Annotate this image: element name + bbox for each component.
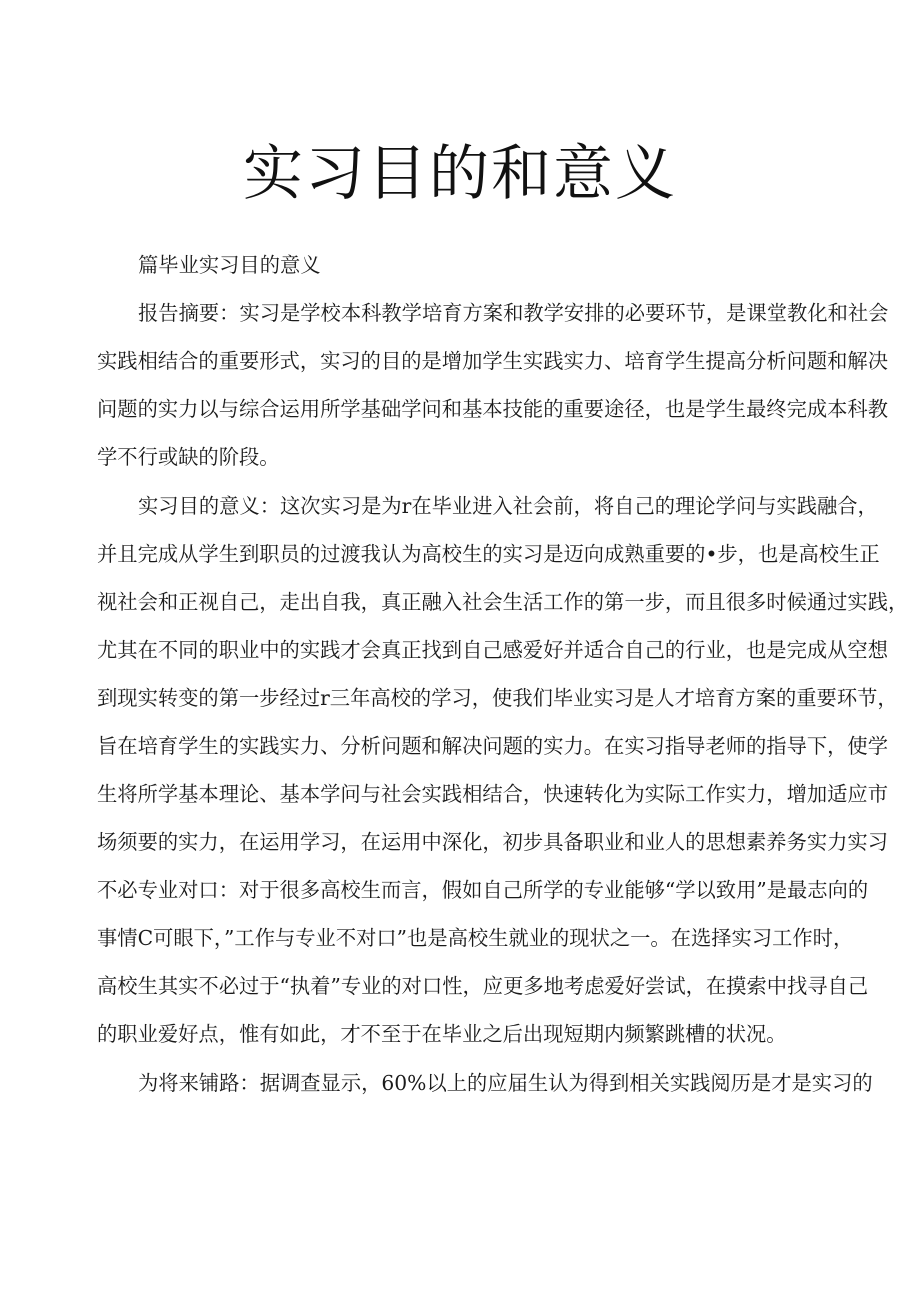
paragraph-line: 实践相结合的重要形式，实习的目的是增加学生实践实力、培育学生提高分析问题和解决 (97, 349, 888, 373)
section-heading: 篇毕业实习目的意义 (138, 253, 321, 277)
paragraph-line: 场须要的实力，在运用学习，在运用中深化，初步具备职业和业人的思想素养务实力实习 (97, 830, 888, 854)
paragraph-line: 问题的实力以与综合运用所学基础学问和基本技能的重要途径，也是学生最终完成本科教 (97, 397, 888, 421)
paragraph-line: 并且完成从学生到职员的过渡我认为高校生的实习是迈向成熟重要的•步，也是高校生正 (97, 542, 880, 566)
paragraph-line: 报告摘要：实习是学校本科教学培育方案和教学安排的必要环节，是课堂教化和社会 (138, 301, 889, 325)
paragraph-line: 生将所学基本理论、基本学问与社会实践相结合，快速转化为实际工作实力，增加适应市 (97, 782, 888, 806)
paragraph-line: 事情C可眼下，”工作与专业不对口”也是高校生就业的现状之一。在选择实习工作时， (97, 926, 854, 950)
paragraph-line: 的职业爱好点，惟有如此，才不至于在毕业之后出现短期内频繁跳槽的状况。 (97, 1022, 787, 1046)
document-title: 实习目的和意义 (243, 139, 677, 209)
paragraph-line: 高校生其实不必过于“执着”专业的对口性，应更多地考虑爱好尝试，在摸索中找寻自己 (97, 974, 869, 998)
paragraph-line: 旨在培育学生的实践实力、分析问题和解决问题的实力。在实习指导老师的指导下，使学 (97, 734, 888, 758)
paragraph-line: 到现实转变的第一步经过r三年高校的学习，使我们毕业实习是人才培育方案的重要环节， (97, 686, 898, 710)
paragraph-line: 实习目的意义：这次实习是为r在毕业进入社会前，将自己的理论学问与实践融合， (138, 494, 878, 518)
paragraph-line: 学不行或缺的阶段。 (97, 445, 280, 469)
paragraph-line: 视社会和正视自己，走出自我，真正融入社会生活工作的第一步，而且很多时候通过实践， (97, 590, 909, 614)
paragraph-line: 尤其在不同的职业中的实践才会真正找到自己感爱好并适合自己的行业，也是完成从空想 (97, 638, 888, 662)
paragraph-line: 不必专业对口：对于很多高校生而言，假如自己所学的专业能够“学以致用”是最志向的 (97, 878, 869, 902)
paragraph-line: 为将来铺路：据调查显示，60%以上的应届生认为得到相关实践阅历是才是实习的 (138, 1071, 873, 1095)
